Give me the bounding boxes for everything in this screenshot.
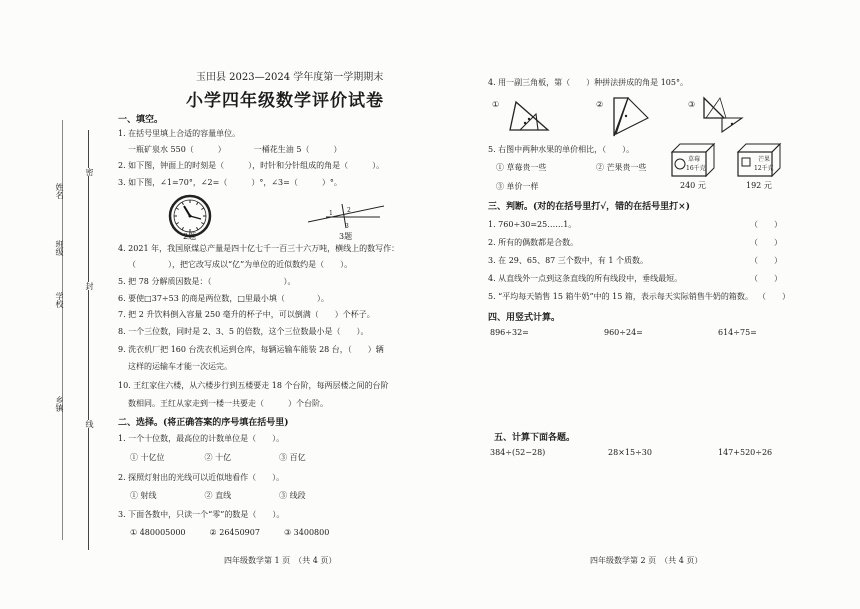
vertical-calc-2: 960÷24= [604,328,643,337]
fill-q6: 6. 要使□37÷53 的商是两位数，□里最小填（ ）。 [118,294,329,303]
side-label-name: 姓名 [55,183,64,199]
page-footer-2: 四年级数学第 2 页 （共 4 页） [590,556,703,565]
judge-answer-4[interactable]: （ ） [750,274,782,283]
fill-q10-cont: 数相同。王红从家走到一楼一共要走（ ）个台阶。 [128,399,328,408]
strawberry-price: 240 元 [680,181,706,190]
fill-q2: 2. 如下图，钟面上的时刻是（ ），时针和分针组成的角是（ ）。 [118,161,385,170]
q5-option-1: ① 草莓贵一些 [496,163,547,172]
judge-answer-1[interactable]: （ ） [750,220,782,229]
fill-q1: 1. 在括号里填上合适的容量单位。 [118,129,241,138]
calc-1: 384÷(52−28) [490,448,546,457]
binding-line [88,130,89,550]
choice-q4: 4. 用一副三角板，第（ ）种拼法拼成的角是 105°。 [488,78,688,87]
choice-q2: 2. 探照灯射出的光线可以近似地看作（ ）。 [118,473,285,482]
section-judge: 三、判断。(对的在括号里打√，错的在括号里打×) [488,202,690,212]
angle-label-1: 1 [329,210,333,217]
q4-option-3: ③ [688,100,696,109]
fill-q7: 7. 把 2 升饮料倒入容量 250 毫升的杯子中，可以倒满（ ）个杯子。 [118,310,375,319]
strawberry-name: 草莓 [688,156,701,163]
q4-option-2: ② [596,100,604,109]
judge-answer-3[interactable]: （ ） [750,256,782,265]
choice-q5: 5. 右图中两种水果的单价相比，（ ）。 [488,145,635,154]
seal-mark: 封 [85,282,94,290]
exam-title: 小学四年级数学评价试卷 [186,91,384,111]
judge-q4: 4. 从直线外一点到这条直线的所有线段中，垂线最短。 [488,274,683,283]
choice-q1: 1. 一个十位数，最高位的计数单位是（ ）。 [118,434,285,443]
judge-answer-5[interactable]: （ ） [758,292,790,301]
calc-3: 147+520÷26 [718,448,773,457]
mango-weight: 12千克 [754,165,774,172]
section-fill: 一、填空。 [118,115,164,125]
q4-option-1: ① [492,100,500,109]
angle-label-3: 3 [345,223,349,230]
side-label-town: 乡镇 [55,396,64,412]
q5-option-3: ③ 单价一样 [496,182,539,191]
q5-option-2: ② 芒果贵一些 [596,163,647,172]
angle-caption: 3题 [339,232,353,241]
choice-q3: 3. 下面各数中，只读一个“零”的数是（ ）。 [118,510,285,519]
triangle-set-2 [608,94,652,138]
angle-label-2: 2 [347,207,351,214]
fill-q3: 3. 如下图，∠1=70°，∠2=（ ）°，∠3=（ ）°。 [118,178,342,187]
choice-q1-opts: ① 十亿位 ② 十亿 ③ 百亿 [130,453,306,462]
triangle-set-1 [506,96,552,132]
vertical-calc-3: 614÷75= [718,328,757,337]
fill-q5: 5. 把 78 分解质因数是：（ ）。 [118,277,296,286]
seal-mark: 密 [85,168,94,176]
seal-mark: 线 [85,420,94,428]
fill-q9: 9. 洗衣机厂把 160 台洗衣机运到仓库，每辆运输车能装 28 台，（ ）辆 [118,345,384,354]
fill-q4: 4. 2021 年，我国原煤总产量是四十亿七千一百三十六万吨，横线上的数写作： [118,244,400,253]
vertical-calc-1: 896÷32= [490,328,529,337]
fill-q4-cont: （ ），把它改写成以“亿”为单位的近似数约是（ ）。 [128,260,353,269]
fill-q8: 8. 一个三位数，同时是 2、3、5 的倍数，这个三位数最小是（ ）。 [118,327,369,336]
section-choice: 二、选择。(将正确答案的序号填在括号里) [118,418,289,428]
strawberry-weight: 16千克 [686,165,706,172]
side-label-class: 班级 [55,240,64,256]
clock-caption: 2题 [183,232,197,241]
mango-name: 芒果 [758,156,771,163]
judge-q1: 1. 760÷30=25……1。 [488,220,577,229]
triangle-set-3 [700,94,744,134]
judge-q2: 2. 所有的偶数都是合数。 [488,238,579,247]
calc-2: 28×15÷30 [608,448,652,457]
judge-q3: 3. 在 29、65、87 三个数中，有 1 个质数。 [488,256,648,265]
choice-q3-opts: ① 480005000 ② 26450907 ③ 3400800 [130,528,330,537]
fill-q1-items: 一瓶矿泉水 550（ ） 一桶花生油 5（ ） [128,145,342,154]
side-label-school: 学校 [55,292,64,308]
section-vertical-calc: 四、用竖式计算。 [488,313,561,323]
judge-q5: 5. “平均每天销售 15 箱牛奶”中的 15 箱，表示每天实际销售牛奶的箱数。 [488,292,753,301]
fill-q10: 10. 王红家住六楼，从六楼步行到五楼要走 18 个台阶，每两层楼之间的台阶 [118,381,389,390]
section-calc: 五、计算下面各题。 [494,433,576,443]
mango-price: 192 元 [746,181,772,190]
fill-q9-cont: 这样的运输车才能一次运完。 [128,362,232,371]
exam-subtitle: 玉田县 2023—2024 学年度第一学期期末 [196,72,384,83]
page-footer-1: 四年级数学第 1 页 （共 4 页） [224,556,337,565]
judge-answer-2[interactable]: （ ） [750,238,782,247]
choice-q2-opts: ① 射线 ② 直线 ③ 线段 [130,491,306,500]
